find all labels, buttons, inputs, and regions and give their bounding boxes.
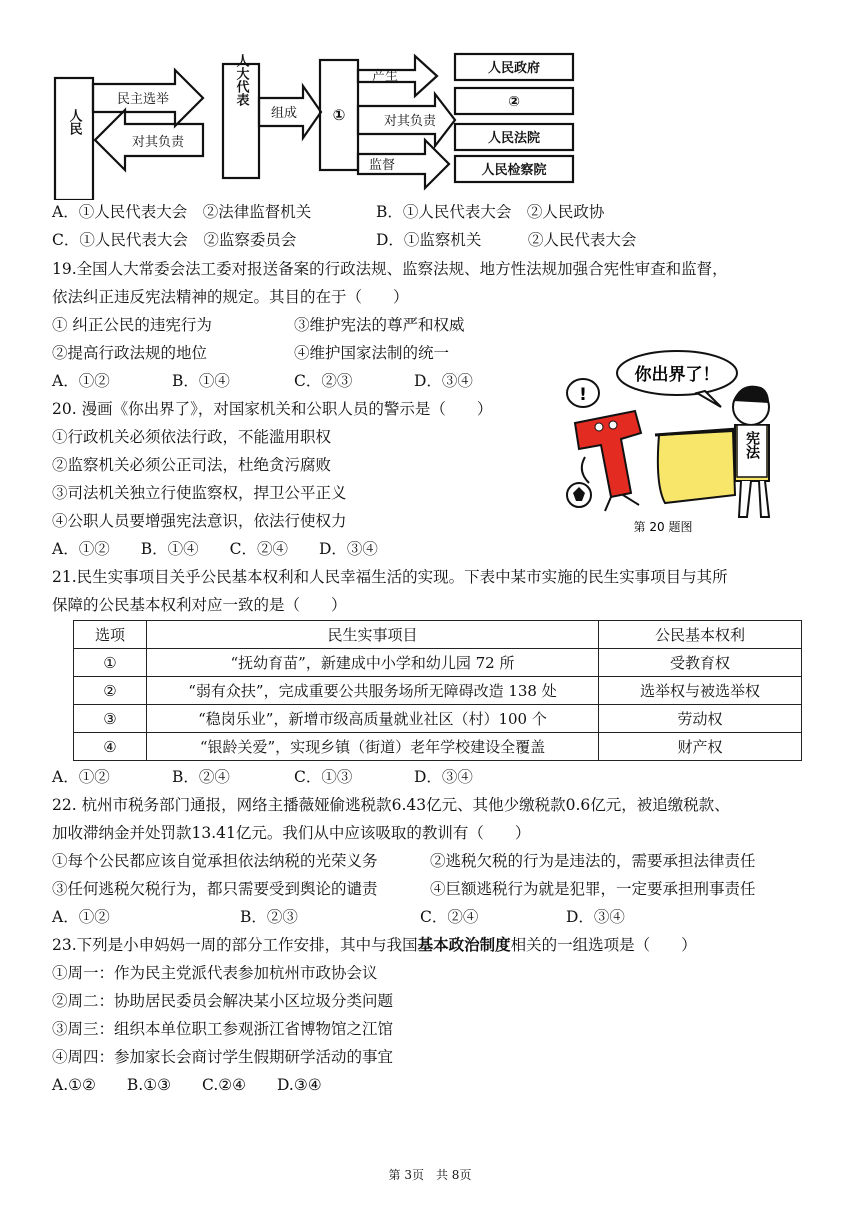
table-row — [74, 649, 802, 677]
table-header-row — [74, 621, 802, 649]
q19-answer-a: A．①② — [52, 372, 110, 390]
q21-stem-1: 21.民生实事项目关乎公民基本权利和人民幸福生活的实现。下表中某市实施的民生实事项目与其所 — [52, 568, 728, 586]
table-header-right: 公民基本权利 — [599, 621, 802, 649]
q23-statement-2: ②周二：协助居民委员会解决某小区垃圾分类问题 — [52, 992, 394, 1010]
table-cell-project: “稳岗乐业”，新增市级高质量就业社区（村）100 个 — [147, 705, 599, 733]
table-cell-project: “弱有众扶”，完成重要公共服务场所无障碍改造 138 处 — [147, 677, 599, 705]
table-cell-project: “抚幼育苗”，新建成中小学和幼儿园 72 所 — [147, 649, 599, 677]
diagram-produce: 产生 — [371, 69, 399, 84]
table-cell-option: ① — [74, 649, 147, 677]
q18-option-a: A．①人民代表大会 ②法律监督机关 — [52, 203, 312, 221]
table-row — [74, 705, 802, 733]
q23-statement-3: ③周三：组织本单位职工参观浙江省博物馆之江馆 — [52, 1020, 394, 1038]
table-row — [74, 677, 802, 705]
q21-answer-b: B．②④ — [172, 768, 230, 786]
q23-statement-1: ①周一：作为民主党派代表参加杭州市政协会议 — [52, 964, 378, 982]
q19-statement-3: ③维护宪法的尊严和权威 — [294, 316, 465, 334]
diagram-circle2: ② — [508, 94, 520, 110]
q19-stem-2: 依法纠正违反宪法精神的规定。其目的在于（ ） — [52, 288, 409, 306]
page-footer: 第 3页 共 8页 — [388, 1168, 472, 1182]
q23-stem-pre: 23.下列是小申妈妈一周的部分工作安排，其中与我国 — [52, 936, 418, 954]
q19-statement-4: ④维护国家法制的统一 — [294, 344, 450, 362]
q23-stem-bold: 基本政治制度 — [417, 935, 511, 954]
q18-option-b: B．①人民代表大会 ②人民政协 — [376, 203, 605, 221]
table-cell-right: 受教育权 — [599, 649, 802, 677]
cartoon-constitution-label: 宪法 — [744, 431, 760, 459]
table-cell-option: ② — [74, 677, 147, 705]
cartoon-caption: 第 20 题图 — [633, 520, 693, 534]
q18-diagram — [45, 40, 605, 200]
q19-statement-1: ① 纠正公民的违宪行为 — [52, 316, 212, 334]
q19-answer-d: D．③④ — [414, 372, 473, 390]
q22-answer-d: D．③④ — [566, 908, 625, 926]
q20-statement-2: ②监察机关必须公正司法，杜绝贪污腐败 — [52, 456, 332, 474]
q20-statement-3: ③司法机关独立行使监察权，捍卫公平正义 — [52, 484, 347, 502]
diagram-responsible: 对其负责 — [131, 135, 185, 150]
q21-stem-2: 保障的公民基本权利对应一致的是（ ） — [52, 596, 347, 614]
table-cell-option: ③ — [74, 705, 147, 733]
q22-statement-3: ③任何逃税欠税行为，都只需要受到舆论的谴责 — [52, 880, 378, 898]
diagram-supervise: 监督 — [368, 158, 396, 173]
q20-statement-4: ④公职人员要增强宪法意识，依法行使权力 — [52, 512, 347, 530]
table-cell-project: “银龄关爱”，实现乡镇（街道）老年学校建设全覆盖 — [147, 733, 599, 761]
q22-answer-a: A．①② — [52, 908, 110, 926]
q21-answer-a: A．①② — [52, 768, 110, 786]
diagram-procuratorate: 人民检察院 — [481, 163, 547, 178]
table-cell-right: 选举权与被选举权 — [599, 677, 802, 705]
q20-answers: A．①② B．①④ C．②④ D．③④ — [52, 540, 378, 558]
q19-answer-c: C．②③ — [294, 372, 353, 390]
q21-table — [73, 620, 802, 761]
diagram-court: 人民法院 — [487, 131, 541, 146]
q19-statement-2: ②提高行政法规的地位 — [52, 344, 208, 362]
q23-answers: A.①② B.①③ C.②④ D.③④ — [52, 1076, 322, 1094]
q20-stem: 20. 漫画《你出界了》，对国家机关和公职人员的警示是（ ） — [52, 400, 493, 418]
table-header-option: 选项 — [74, 621, 147, 649]
diagram-elect: 民主选举 — [116, 92, 170, 107]
q18-option-c: C．①人民代表大会 ②监察委员会 — [52, 231, 297, 249]
q22-answer-c: C．②④ — [420, 908, 479, 926]
q23-stem-post: 相关的一组选项是（ ） — [510, 936, 697, 954]
q19-stem-1: 19.全国人大常委会法工委对报送备案的行政法规、监察法规、地方性法规加强合宪性审查和监督， — [52, 260, 728, 278]
q22-statement-2: ②逃税欠税的行为是违法的，需要承担法律责任 — [430, 852, 756, 870]
q22-answer-b: B．②③ — [240, 908, 298, 926]
q21-answer-d: D．③④ — [414, 768, 473, 786]
cartoon-bubble-text: 你出界了！ — [634, 365, 720, 385]
q22-statement-4: ④巨额逃税行为就是犯罪，一定要承担刑事责任 — [430, 880, 756, 898]
table-cell-option: ④ — [74, 733, 147, 761]
q23-statement-4: ④周四：参加家长会商讨学生假期研学活动的事宜 — [52, 1048, 394, 1066]
diagram-responsible2: 对其负责 — [383, 114, 437, 129]
diagram-gov: 人民政府 — [487, 61, 541, 76]
diagram-form: 组成 — [270, 106, 298, 121]
diagram-npc: 人大代表 — [233, 54, 249, 106]
q19-answer-b: B．①④ — [172, 372, 230, 390]
q20-cartoon — [555, 345, 795, 535]
q18-option-d: D．①监察机关 ②人民代表大会 — [376, 231, 637, 249]
diagram-people-1: 人民 — [66, 109, 82, 135]
table-row — [74, 733, 802, 761]
q21-answer-c: C．①③ — [294, 768, 353, 786]
table-cell-right: 财产权 — [599, 733, 802, 761]
cartoon-exclaim: ! — [579, 385, 587, 405]
q23-stem — [52, 934, 697, 956]
q22-stem-2: 加收滞纳金并处罚款13.41亿元。我们从中应该吸取的教训有（ ） — [52, 824, 531, 842]
cartoon-scroll — [658, 431, 735, 503]
diagram-circle1: ① — [332, 106, 346, 124]
q22-statement-1: ①每个公民都应该自觉承担依法纳税的光荣义务 — [52, 852, 378, 870]
q22-stem-1: 22. 杭州市税务部门通报，网络主播薇娅偷逃税款6.43亿元、其他少缴税款0.6亿元，被追缴税款、 — [52, 796, 730, 814]
q20-statement-1: ①行政机关必须依法行政，不能滥用职权 — [52, 428, 332, 446]
table-cell-right: 劳动权 — [599, 705, 802, 733]
table-header-project: 民生实事项目 — [147, 621, 599, 649]
